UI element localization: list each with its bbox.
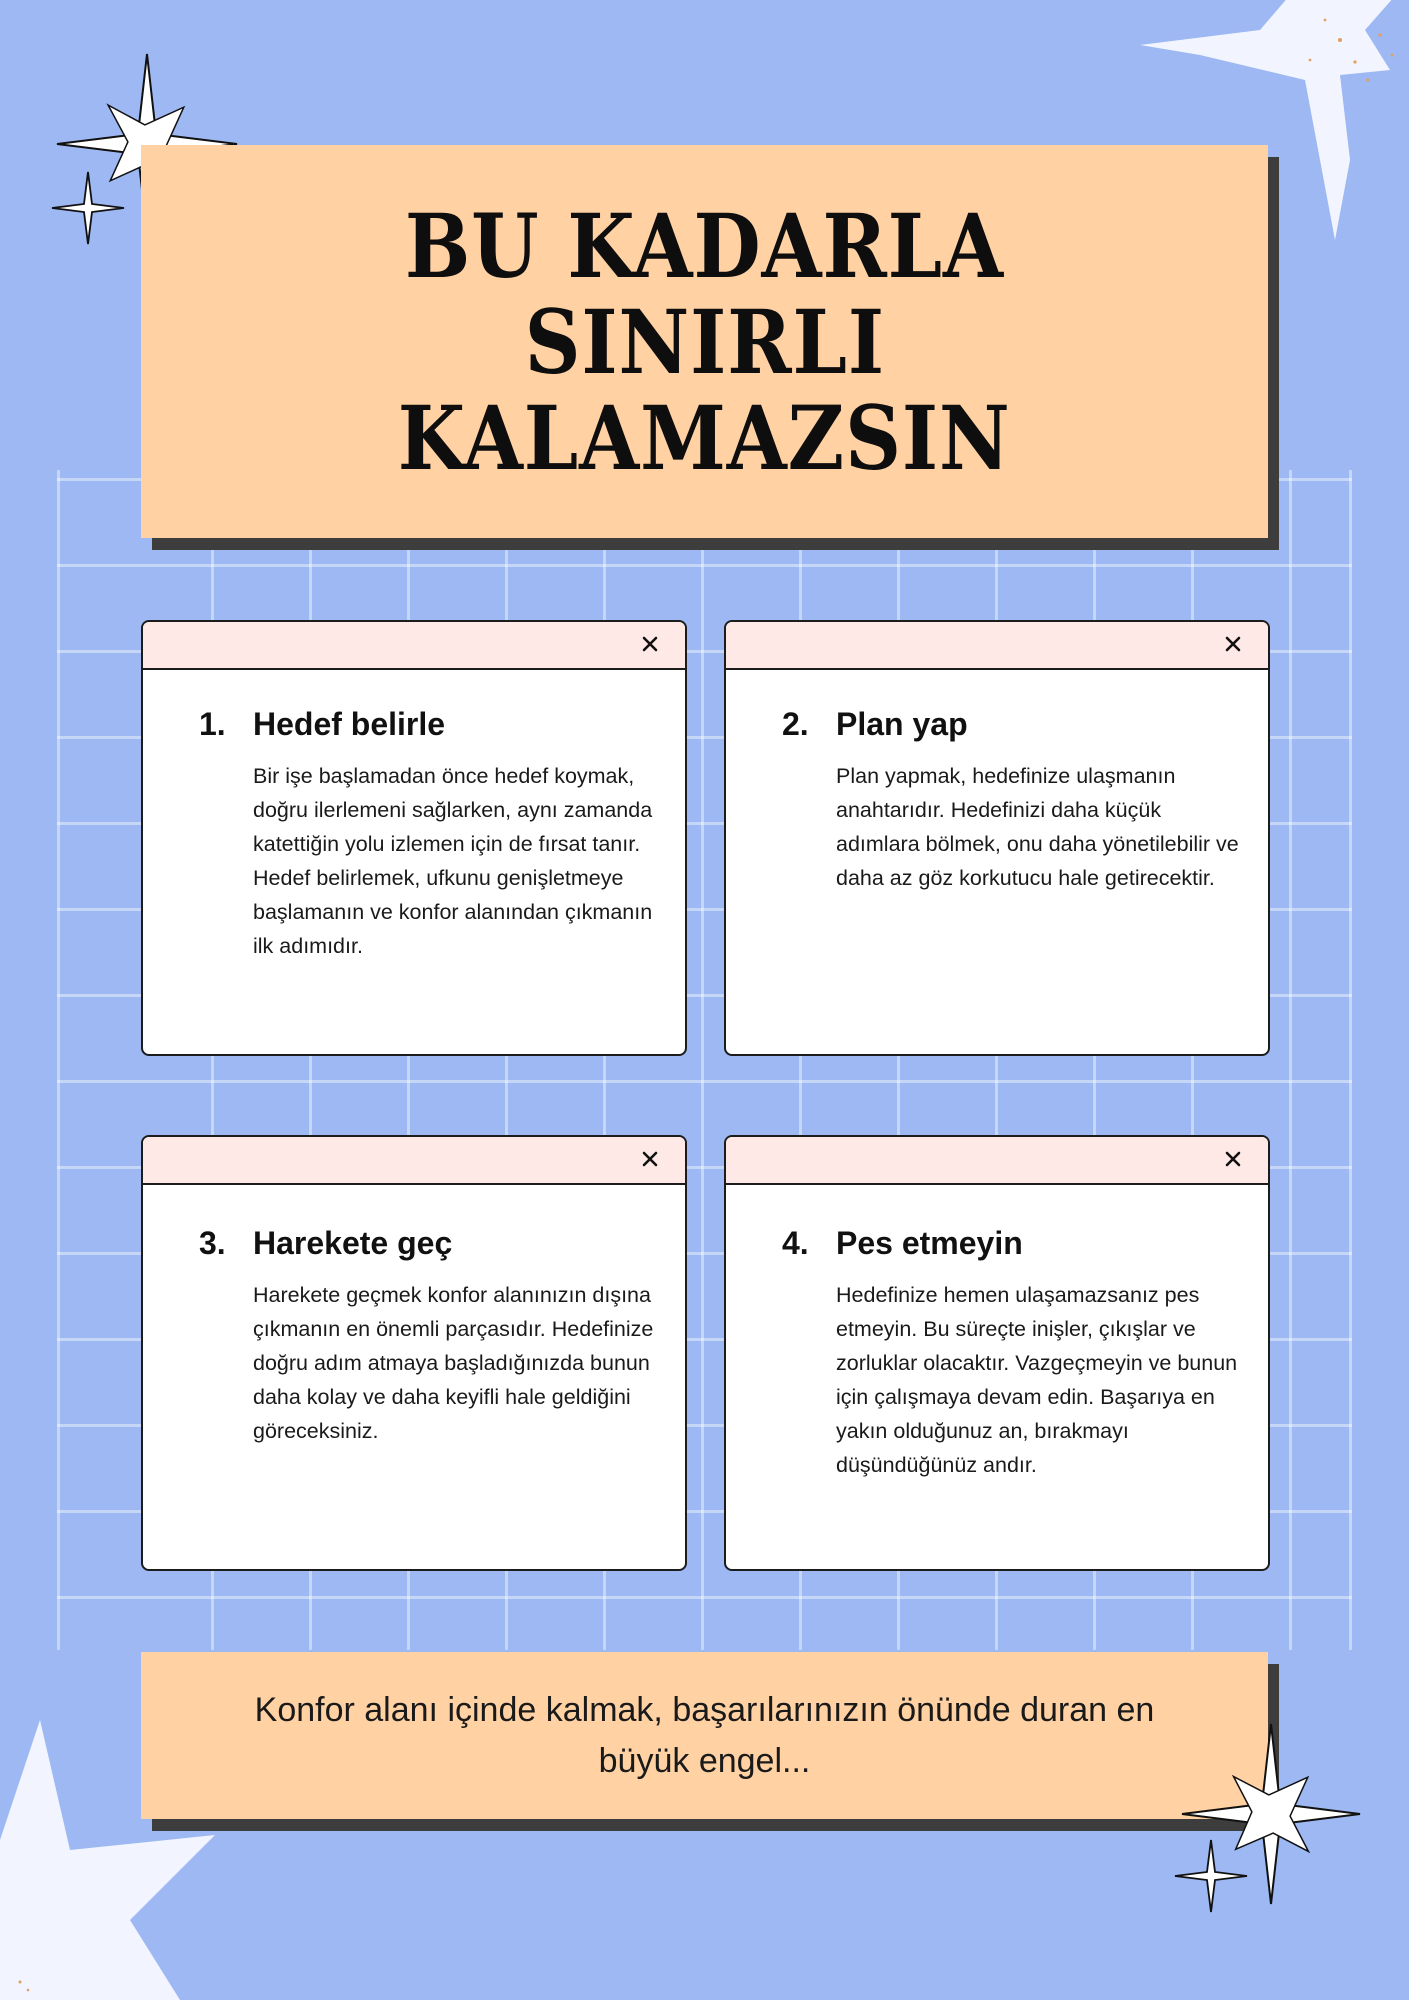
card-title-bar (143, 622, 685, 670)
grid-line (1349, 470, 1352, 1650)
grid-line (57, 470, 60, 1650)
close-icon[interactable] (635, 1144, 665, 1174)
sparkle-star-small-icon (50, 170, 126, 246)
grid-line (1289, 470, 1292, 1650)
grid-line (57, 1080, 1352, 1083)
card-title-bar (726, 622, 1268, 670)
card-body-text: Harekete geçmek konfor alanınızın dışına çıkmanın en önemli parçasıdır. Hedefinize doğru adım atmaya başladığınızda bunun daha kolay ve daha keyifli hale geldiğini göreceksiniz. (253, 1283, 654, 1443)
card-body-text: Hedefinize hemen ulaşamazsanız pes etmeyin. Bu süreçte inişler, çıkışlar ve zorluklar olacaktır. Vazgeçmeyin ve bunun için çalışmaya devam edin. Başarıya en yakın olduğunuz an, bırakmayı düşündüğünüz andır. (836, 1283, 1238, 1477)
card-heading (199, 1225, 452, 1262)
card-number: 1. (199, 706, 226, 742)
page-title-line-3: KALAMAZSIN (398, 385, 1011, 490)
tip-card-2 (724, 620, 1270, 1056)
card-number: 4. (782, 1225, 809, 1261)
card-title-bar (726, 1137, 1268, 1185)
tip-card-1 (141, 620, 687, 1056)
tip-card-3 (141, 1135, 687, 1571)
card-title: Pes etmeyin (836, 1225, 1023, 1261)
card-title: Harekete geç (253, 1225, 453, 1261)
tip-card-4 (724, 1135, 1270, 1571)
quote-panel (141, 1652, 1268, 1819)
grid-line (57, 1596, 1352, 1599)
grid-line (701, 470, 704, 1650)
card-heading (782, 706, 968, 743)
sparkle-star-small-icon (1173, 1838, 1249, 1914)
page-title-line-2: SINIRLI (524, 289, 885, 394)
page-title-line-1: BU KADARLA (404, 193, 1005, 298)
grid-line (57, 564, 1352, 567)
card-number: 3. (199, 1225, 226, 1261)
close-icon[interactable] (635, 629, 665, 659)
close-icon[interactable] (1218, 629, 1248, 659)
quote-text: Konfor alanı içinde kalmak, başarılarınızın önünde duran en büyük engel... (254, 1690, 1155, 1780)
card-title: Plan yap (836, 706, 968, 742)
close-icon[interactable] (1218, 1144, 1248, 1174)
card-body-text: Plan yapmak, hedefinize ulaşmanın anahtarıdır. Hedefinizi daha küçük adımlara bölmek, onu daha yönetilebilir ve daha az göz korkutucu hale getirecektir. (836, 764, 1239, 890)
card-title: Hedef belirle (253, 706, 446, 742)
card-heading (199, 706, 445, 743)
title-panel (141, 145, 1268, 538)
card-number: 2. (782, 706, 809, 742)
card-title-bar (143, 1137, 685, 1185)
card-heading (782, 1225, 1023, 1262)
card-body-text: Bir işe başlamadan önce hedef koymak, doğru ilerlemeni sağlarken, aynı zamanda katettiğin yolu izlemen için de fırsat tanır. Hedef belirlemek, ufkunu genişletmeye başlamanın ve konfor alanından çıkmanın ilk adımıdır. (253, 764, 653, 958)
